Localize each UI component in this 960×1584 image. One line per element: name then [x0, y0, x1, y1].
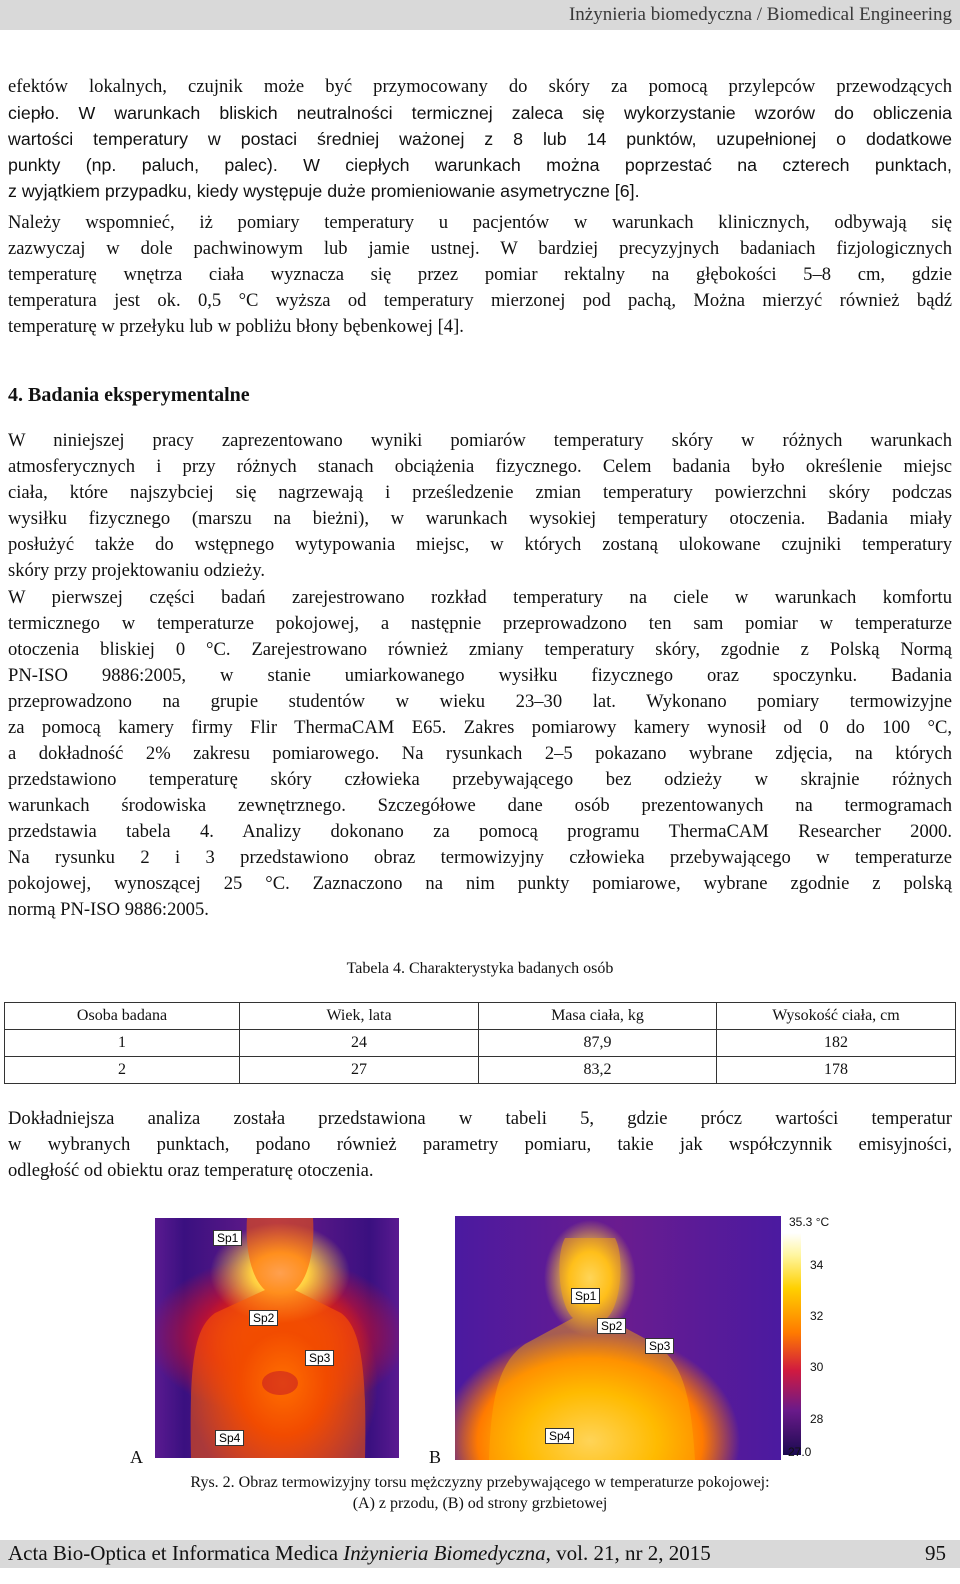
measurement-point-label: Sp4	[545, 1428, 574, 1444]
page-number: 95	[925, 1541, 946, 1565]
colorbar-tick: 30	[810, 1360, 824, 1374]
text-line: Należy wspomnieć, iż pomiary temperatury u pacjentów w warunkach klinicznych, odbywają się	[8, 212, 952, 233]
table-header-cell: Masa ciała, kg	[479, 1003, 717, 1030]
figure-caption-line-1: Rys. 2. Obraz termowizyjny torsu mężczyzny przebywającego w temperaturze pokojowej:	[190, 1474, 770, 1491]
text-line: W pierwszej części badań zarejestrowano rozkład temperatury na ciele w warunkach komfortu	[8, 587, 952, 608]
colorbar-tick: 34	[810, 1258, 824, 1272]
measurement-point-label: Sp1	[213, 1230, 242, 1246]
torso-silhouette-back	[455, 1216, 781, 1460]
text-line: skóry przy projektowaniu odzieży.	[8, 560, 265, 581]
table-caption: Tabela 4. Charakterystyka badanych osób	[346, 960, 614, 977]
running-header: Inżynieria biomedyczna / Biomedical Engineering	[568, 4, 952, 25]
torso-silhouette-front	[155, 1218, 399, 1458]
colorbar-min-label: 27.0	[788, 1445, 812, 1459]
text-line: w wybranych punktach, podano również parametry pomiaru, takie jak współczynnik emisyjności,	[8, 1134, 952, 1155]
text-line: wartości temperatury w postaci średniej ważonej z 8 lub 14 punktów, uzupełnionej o dodatkowe	[8, 129, 952, 149]
table-cell: 1	[5, 1030, 240, 1057]
text-line: z wyjątkiem przypadku, kiedy występuje duże promieniowanie asymetryczne [6].	[8, 181, 640, 201]
table-header-cell: Wysokość ciała, cm	[717, 1003, 956, 1030]
text-line: przeprowadzono na grupie studentów w wieku 23–30 lat. Wykonano pomiary termowizyjne	[8, 691, 952, 712]
text-line: warunkach środowiska zewnętrznego. Szczegółowe dane osób prezentowanych na termogramach	[8, 795, 952, 816]
figure-label-b: B	[429, 1447, 442, 1467]
temperature-colorbar	[783, 1233, 801, 1455]
text-line: normą PN-ISO 9886:2005.	[8, 899, 209, 920]
journal-name: Acta Bio-Optica et Informatica Medica	[8, 1541, 339, 1565]
text-line: posłużyć także do wstępnego wytypowania miejsc, w których zostaną ulokowane czujniki temperatury	[8, 534, 952, 555]
figure-caption-line-2: (A) z przodu, (B) od strony grzbietowej	[352, 1495, 608, 1512]
text-line: W niniejszej pracy zaprezentowano wyniki pomiarów temperatury skóry w różnych warunkach	[8, 430, 952, 451]
text-line: a dokładność 2% zakresu pomiarowego. Na rysunkach 2–5 pokazano wybrane zdjęcia, na których	[8, 743, 952, 764]
measurement-point-label: Sp3	[305, 1350, 334, 1366]
text-line: przedstawiono temperaturę skóry człowieka przebywającego bez odzieży w skrajnie różnych	[8, 769, 952, 790]
table-cell: 182	[717, 1030, 956, 1057]
text-line: ciepło. W warunkach bliskich neutralności termicznej zaleca się wykorzystanie wzorów do obliczenia	[8, 103, 952, 123]
table-header-row	[5, 1003, 956, 1030]
text-line: efektów lokalnych, czujnik może być przymocowany do skóry za pomocą przylepców przewodzących	[8, 76, 952, 97]
table-4	[4, 1002, 956, 1084]
thermogram-front	[155, 1218, 399, 1458]
measurement-point-label: Sp3	[645, 1338, 674, 1354]
text-line: odległość od obiektu oraz temperaturę otoczenia.	[8, 1160, 374, 1181]
text-line: wysiłku fizycznego (marszu na bieżni), w warunkach wysokiej temperatury otoczenia. Badania miały	[8, 508, 952, 529]
text-line: przedstawia tabela 4. Analizy dokonano za pomocą programu ThermaCAM Researcher 2000.	[8, 821, 952, 842]
text-line: za pomocą kamery firmy Flir ThermaCAM E65. Zakres pomiarowy kamery wynosił od 0 do 100 °C,	[8, 717, 952, 738]
text-line: ciała, które najszybciej się nagrzewają i prześledzenie zmian temperatury powierzchni skóry podczas	[8, 482, 952, 503]
text-line: Na rysunku 2 i 3 przedstawiono obraz termowizyjny człowieka przebywającego w temperaturze	[8, 847, 952, 868]
text-line: atmosferycznych i przy różnych stanach obciążenia fizycznego. Celem badania było określenie miejsc	[8, 456, 952, 477]
colorbar-tick: 28	[810, 1412, 824, 1426]
table-cell: 83,2	[479, 1057, 717, 1084]
journal-name-italic: Inżynieria Biomedyczna	[343, 1541, 546, 1565]
table-cell: 2	[5, 1057, 240, 1084]
table-cell: 24	[240, 1030, 479, 1057]
text-line: temperaturę wnętrza ciała wyznacza się przez pomiar rektalny na głębokości 5–8 cm, gdzie	[8, 264, 952, 285]
text-line: otoczenia bliskiej 0 °C. Zarejestrowano również zmiany temperatury skóry, zgodnie z Polską Normą	[8, 639, 952, 660]
table-header-cell: Osoba badana	[5, 1003, 240, 1030]
text-line: termicznego w temperaturze pokojowej, a następnie przeprowadzono ten sam pomiar w temperaturze	[8, 613, 952, 634]
measurement-point-label: Sp4	[215, 1430, 244, 1446]
text-line: temperatura jest ok. 0,5 °C wyższa od temperatury mierzonej pod pachą, Można mierzyć również bądź	[8, 290, 952, 311]
table-cell: 178	[717, 1057, 956, 1084]
text-line: zazwyczaj w dole pachwinowym lub jamie ustnej. W bardziej precyzyjnych badaniach fizjologicznych	[8, 238, 952, 259]
colorbar-max-label: 35.3 °C	[789, 1215, 830, 1229]
text-line: punkty (np. paluch, palec). W ciepłych warunkach można poprzestać na czterech punktach,	[8, 155, 952, 175]
table-cell: 27	[240, 1057, 479, 1084]
table-row	[5, 1057, 956, 1084]
colorbar-tick: 32	[810, 1309, 824, 1323]
journal-issue: , vol. 21, nr 2, 2015	[545, 1541, 711, 1565]
table-row	[5, 1030, 956, 1057]
figure-label-a: A	[130, 1447, 143, 1467]
section-heading: 4. Badania eksperymentalne	[8, 384, 250, 406]
table-cell: 87,9	[479, 1030, 717, 1057]
measurement-point-label: Sp2	[597, 1318, 626, 1334]
measurement-point-label: Sp2	[249, 1310, 278, 1326]
text-line: Dokładniejsza analiza została przedstawiona w tabeli 5, gdzie prócz wartości temperatur	[8, 1108, 952, 1129]
thermogram-back	[455, 1216, 781, 1460]
text-line: pokojowej, wynoszącej 25 °C. Zaznaczono na nim punkty pomiarowe, wybrane zgodnie z polską	[8, 873, 952, 894]
journal-citation	[8, 1541, 711, 1566]
measurement-point-label: Sp1	[571, 1288, 600, 1304]
table-header-cell: Wiek, lata	[240, 1003, 479, 1030]
text-line: temperaturę w przełyku lub w pobliżu błony bębenkowej [4].	[8, 316, 464, 337]
text-line: PN-ISO 9886:2005, w stanie umiarkowanego wysiłku fizycznego oraz spoczynku. Badania	[8, 665, 952, 686]
